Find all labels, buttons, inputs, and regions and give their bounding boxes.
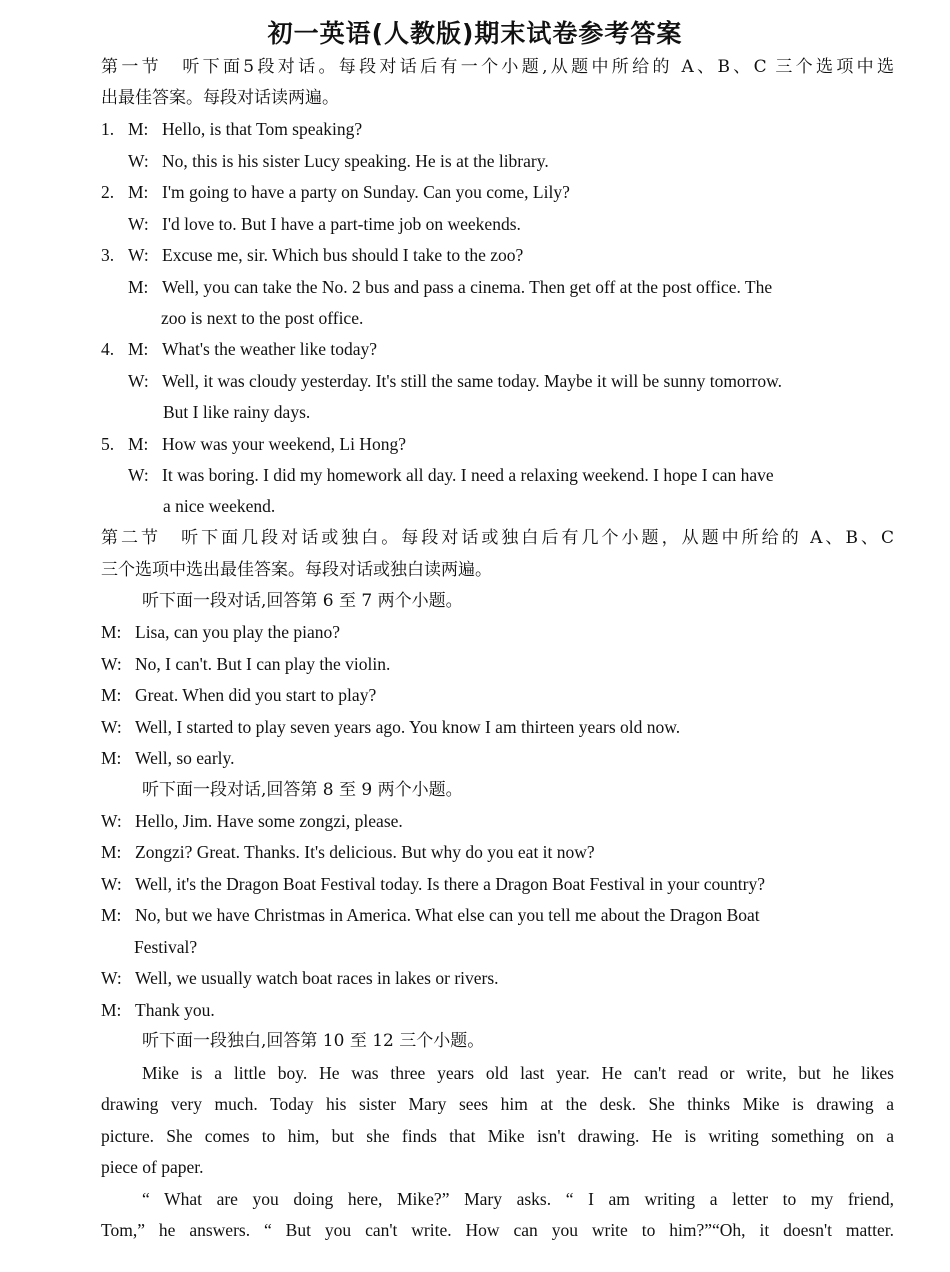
speaker: M: [101,905,122,925]
item-number: 1. [101,119,115,139]
item-3-continuation: zoo is next to the post office. [161,308,364,328]
item-5-continuation: a nice weekend. [163,496,276,516]
speaker: M: [101,842,122,862]
utterance: Hello, Jim. Have some zongzi, please. [135,811,403,831]
monologue-line: picture. She comes to him, but she finds that Mike isn't drawing. He is writing something on a [101,1126,894,1146]
dialog2-continuation: Festival? [134,937,198,957]
speaker: W: [128,465,149,485]
item-4-line-1 [101,337,894,361]
speaker: M: [101,622,122,642]
utterance: Well, it's the Dragon Boat Festival today. Is there a Dragon Boat Festival in your country? [135,874,765,894]
dialog2-line [101,840,894,864]
dialog2-line [101,872,894,896]
speaker: W: [101,874,122,894]
utterance: Great. When did you start to play? [135,685,377,705]
monologue-line: “ What are you doing here, Mike?” Mary asks. “ I am writing a letter to my friend, [142,1189,894,1209]
item-number: 4. [101,339,115,359]
utterance: No, I can't. But I can play the violin. [135,654,391,674]
speaker: W: [128,214,149,234]
dialog1-line [101,746,894,770]
speaker: W: [101,811,122,831]
item-2-line-2 [101,212,921,236]
dialog1-line [101,715,894,739]
item-3-line-2 [101,275,894,299]
utterance: Thank you. [135,1000,215,1020]
monologue-intro: 听下面一段独白,回答第 10 至 12 三个小题。 [142,1031,485,1051]
utterance: No, this is his sister Lucy speaking. He is at the library. [162,151,549,171]
section2-intro-line1: 第二节 听下面几段对话或独白。每段对话或独白后有几个小题，从题中所给的 A、B、C [101,528,894,548]
speaker: M: [101,1000,122,1020]
utterance: What's the weather like today? [162,339,378,359]
speaker: W: [101,968,122,988]
utterance: I'm going to have a party on Sunday. Can you come, Lily? [162,182,570,202]
utterance: Well, it was cloudy yesterday. It's still the same today. Maybe it will be sunny tomorrow. [162,371,782,391]
utterance: Well, we usually watch boat races in lakes or rivers. [135,968,499,988]
speaker: W: [128,245,149,265]
dialog2-intro: 听下面一段对话,回答第 8 至 9 两个小题。 [142,780,463,800]
monologue-line: Tom,” he answers. “ But you can't write. How can you write to him?”“Oh, it doesn't matter. [101,1220,894,1240]
item-5-line-1 [101,432,894,456]
speaker: M: [128,119,149,139]
item-number: 2. [101,182,115,202]
section2-intro-line2: 三个选项中选出最佳答案。每段对话或独白读两遍。 [101,560,492,580]
speaker: W: [128,151,149,171]
utterance: Zongzi? Great. Thanks. It's delicious. But why do you eat it now? [135,842,595,862]
utterance: Lisa, can you play the piano? [135,622,341,642]
item-number: 5. [101,434,115,454]
dialog1-line [101,652,894,676]
section1-intro-line1: 第一节 听下面5段对话。每段对话后有一个小题,从题中所给的 A、B、C 三个选项中选 [101,57,894,77]
item-number: 3. [101,245,115,265]
utterance: Excuse me, sir. Which bus should I take to the zoo? [162,245,524,265]
speaker: M: [128,434,149,454]
item-4-continuation: But I like rainy days. [163,402,311,422]
utterance: How was your weekend, Li Hong? [162,434,406,454]
dialog1-intro: 听下面一段对话,回答第 6 至 7 两个小题。 [142,591,463,611]
utterance: I'd love to. But I have a part-time job on weekends. [162,214,521,234]
speaker: M: [128,339,149,359]
utterance: No, but we have Christmas in America. What else can you tell me about the Dragon Boat [135,905,760,925]
dialog1-line [101,620,894,644]
speaker: M: [101,685,122,705]
speaker: M: [101,748,122,768]
speaker: M: [128,182,149,202]
item-4-line-2 [101,369,894,393]
speaker: W: [101,654,122,674]
utterance: Well, you can take the No. 2 bus and pass a cinema. Then get off at the post office. The [162,277,773,297]
item-3-line-1 [101,243,894,267]
dialog2-line [101,809,894,833]
dialog2-line [101,903,894,927]
monologue-line: Mike is a little boy. He was three years old last year. He can't read or write, but he likes [142,1063,894,1083]
speaker: W: [101,717,122,737]
section1-intro-line2: 出最佳答案。每段对话读两遍。 [101,88,339,108]
item-1-line-1 [101,117,894,141]
monologue-line: drawing very much. Today his sister Mary sees him at the desk. She thinks Mike is drawing a [101,1094,894,1114]
document-title: 初一英语(人教版)期末试卷参考答案 [267,19,683,48]
item-5-line-2 [101,463,894,487]
speaker: W: [128,371,149,391]
utterance: Hello, is that Tom speaking? [162,119,363,139]
item-2-line-1 [101,180,894,204]
dialog2-line [101,966,894,990]
speaker: M: [128,277,149,297]
utterance: Well, I started to play seven years ago. You know I am thirteen years old now. [135,717,681,737]
utterance: Well, so early. [135,748,235,768]
utterance: It was boring. I did my homework all day. I need a relaxing weekend. I hope I can have [162,465,774,485]
dialog2-line [101,998,894,1022]
monologue-line: piece of paper. [101,1157,204,1177]
item-1-line-2 [101,149,921,173]
dialog1-line [101,683,894,707]
